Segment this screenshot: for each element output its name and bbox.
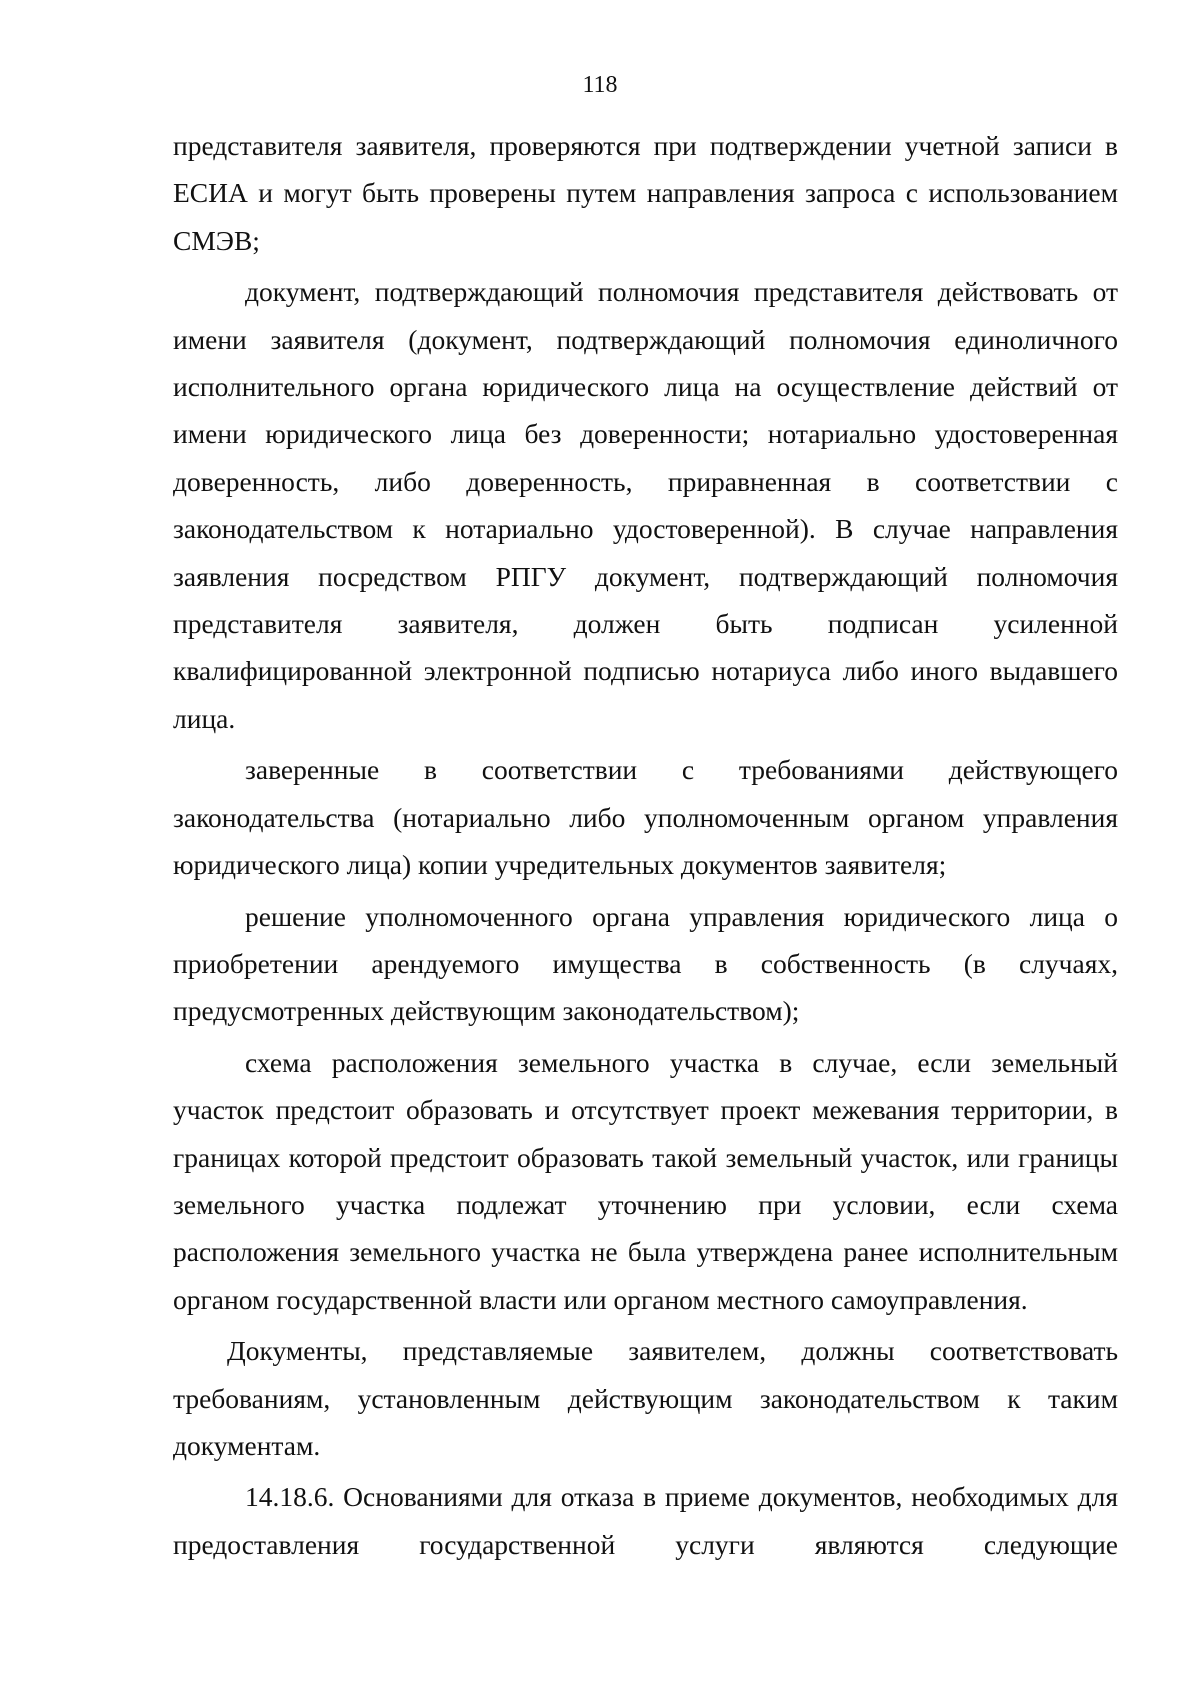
paragraph-continuation: представителя заявителя, проверяются при подтверждении учетной записи в ЕСИА и могут быть проверены путем направления запроса с использованием СМЭВ; xyxy=(173,130,1118,256)
paragraph-document-requirements: Документы, представляемые заявителем, должны соответствовать требованиям, установленным действующим законодательством к таким документам. xyxy=(173,1335,1118,1461)
page-number: 118 xyxy=(582,72,618,98)
document-body xyxy=(173,122,1118,1568)
paragraph-acquisition-decision: решение уполномоченного органа управления юридического лица о приобретении арендуемого имущества в собственность (в случаях, предусмотренных действующим законодательством); xyxy=(173,900,1118,1027)
paragraph-certified-founding-documents: заверенные в соответствии с требованиями действующего законодательства (нотариально либо уполномоченным органом управления юридического лица) копии учредительных документов заявителя; xyxy=(173,754,1118,881)
paragraph-land-plot-scheme: схема расположения земельного участка в случае, если земельный участок предстоит образовать и отсутствует проект межевания территории, в границах которой предстоит образовать такой земельный участок, или границы земельного участка подлежат уточнению при условии, если схема расположения земельного участка не была утверждена ранее исполнительным органом государственной власти или органом местного самоуправления. xyxy=(173,1046,1118,1315)
paragraph-representative-authority-document: документ, подтверждающий полномочия представителя действовать от имени заявителя (документ, подтверждающий полномочия единоличного исполнительного органа юридического лица на осуществление действий от имени юридического лица без доверенности; нотариально удостоверенная доверенность, либо доверенность, приравненная в соответствии с законодательством к нотариально удостоверенной). В случае направления заявления посредством РПГУ документ, подтверждающий полномочия представителя заявителя, должен быть подписан усиленной квалифицированной электронной подписью нотариуса либо иного выдавшего лица. xyxy=(173,276,1118,734)
paragraph-refusal-grounds: 14.18.6. Основаниями для отказа в приеме документов, необходимых для предоставления государственной услуги являются следующие xyxy=(173,1481,1118,1560)
